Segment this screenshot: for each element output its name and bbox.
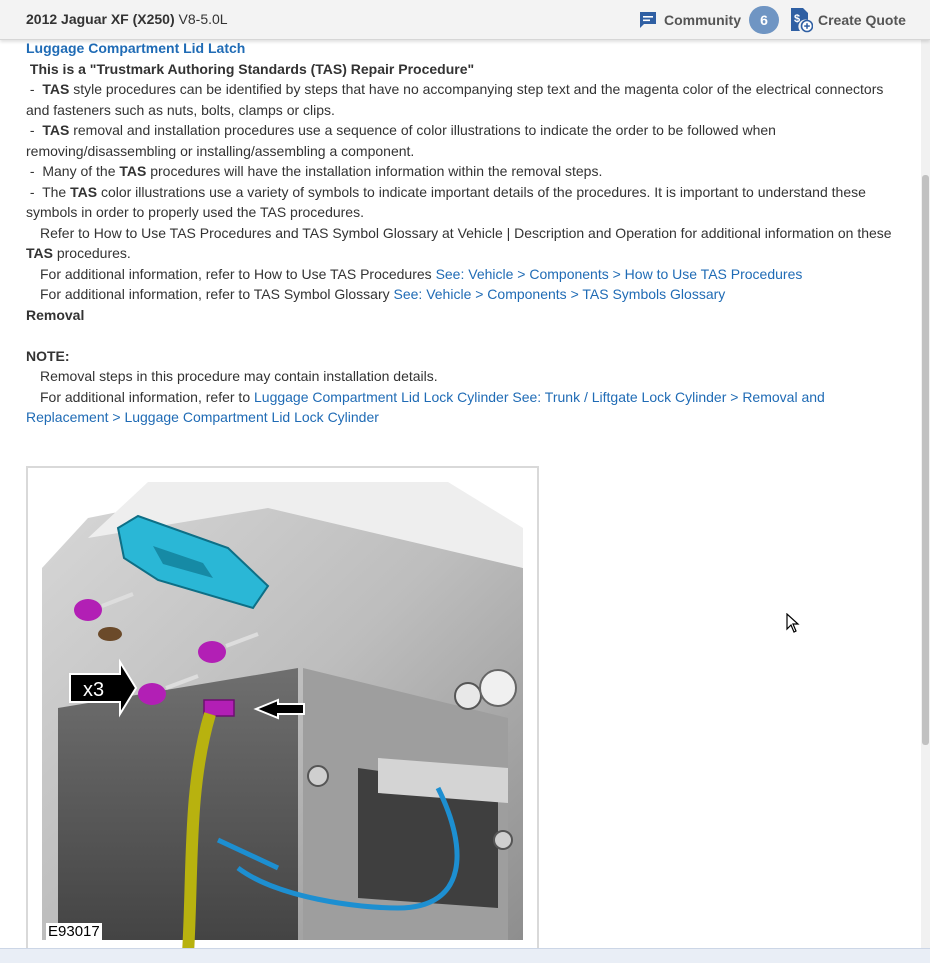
bullet-1 bbox=[26, 79, 906, 120]
bullet-4 bbox=[26, 182, 906, 223]
bullet-2 bbox=[26, 120, 906, 161]
grommet bbox=[455, 683, 481, 709]
community-count-badge: 6 bbox=[749, 6, 779, 34]
bottom-strip bbox=[0, 948, 930, 963]
washer bbox=[98, 627, 122, 641]
bullet-1-bold: TAS bbox=[42, 81, 70, 97]
bullet-2-prefix: - bbox=[26, 122, 43, 138]
info-line-1 bbox=[26, 264, 906, 285]
removal-illustration bbox=[26, 466, 539, 956]
vehicle-title bbox=[26, 11, 228, 27]
vehicle-engine: V8-5.0L bbox=[178, 11, 228, 27]
mouse-cursor-icon bbox=[786, 613, 800, 633]
bullet-3-text: procedures will have the installation information within the removal steps. bbox=[146, 163, 603, 179]
scrollbar-thumb[interactable] bbox=[922, 175, 929, 745]
note-line: Removal steps in this procedure may contain installation details. bbox=[40, 368, 438, 384]
refer-end: procedures. bbox=[52, 245, 131, 261]
latch-diagram bbox=[28, 468, 537, 954]
info-3-text: For additional information, refer to bbox=[40, 388, 254, 405]
scrollbar[interactable] bbox=[921, 40, 930, 963]
callout-x3: x3 bbox=[83, 679, 105, 701]
info-line-3 bbox=[26, 387, 906, 428]
bullet-3-prefix: - Many of the bbox=[26, 163, 120, 179]
how-to-use-tas-link[interactable]: See: Vehicle > Components > How to Use TAS Procedures bbox=[435, 265, 803, 282]
community-button[interactable] bbox=[638, 7, 779, 33]
vehicle-name: 2012 Jaguar XF (X250) bbox=[26, 11, 175, 27]
create-quote-label: Create Quote bbox=[818, 12, 906, 28]
note-heading: NOTE: bbox=[26, 347, 70, 364]
tas-symbols-glossary-link[interactable]: See: Vehicle > Components > TAS Symbols Glossary bbox=[393, 286, 726, 302]
top-bar bbox=[0, 0, 930, 40]
bullet-4-bold: TAS bbox=[70, 183, 98, 200]
bullet-4-text: color illustrations use a variety of symbols to indicate important details of the procedures. It is important to understand these symbols in order to properly used the TAS procedures. bbox=[26, 183, 870, 220]
quote-dollar-icon bbox=[789, 7, 813, 33]
bullet-2-text: removal and installation procedures use a sequence of color illustrations to indicate the order to be followed when removing/disassembling or installing/assembling a component. bbox=[26, 122, 780, 159]
community-label: Community bbox=[664, 12, 741, 28]
refer-paragraph bbox=[26, 223, 906, 264]
info-1-text: For additional information, refer to How to Use TAS Procedures bbox=[40, 265, 436, 282]
article-content bbox=[26, 38, 906, 428]
bullet-4-prefix: - The bbox=[26, 183, 71, 200]
info-2-text: For additional information, refer to TAS Symbol Glossary bbox=[40, 286, 394, 302]
article-title[interactable]: Luggage Compartment Lid Latch bbox=[26, 40, 246, 56]
bullet-3 bbox=[26, 161, 906, 182]
figure-code: E93017 bbox=[48, 923, 100, 940]
create-quote-button[interactable] bbox=[789, 7, 906, 33]
panel-bolt bbox=[494, 831, 512, 849]
panel-bolt bbox=[308, 766, 328, 786]
procedure-intro: This is a "Trustmark Authoring Standards (TAS) Repair Procedure" bbox=[26, 60, 475, 77]
chat-icon bbox=[638, 10, 658, 30]
bullet-1-text: style procedures can be identified by steps that have no accompanying step text and the magenta color of the electrical connectors and fasteners such as nuts, bolts, clamps or clips. bbox=[26, 81, 888, 118]
refer-bold: TAS bbox=[26, 245, 53, 261]
grommet bbox=[480, 670, 516, 706]
bullet-3-bold: TAS bbox=[119, 163, 147, 179]
svg-text:$: $ bbox=[794, 13, 801, 25]
bullet-1-prefix: - bbox=[26, 81, 43, 97]
removal-heading: Removal bbox=[26, 306, 85, 323]
bullet-2-bold: TAS bbox=[42, 122, 70, 138]
spacer bbox=[26, 325, 906, 346]
lock-cylinder-link[interactable]: Luggage Compartment Lid Lock Cylinder See: Trunk / Liftgate Lock Cylinder > Removal and Replacement > Luggage Compartment Lid Lock Cylinder bbox=[26, 388, 829, 425]
refer-text: Refer to How to Use TAS Procedures and TAS Symbol Glossary at Vehicle | Description and Operation for additional information on these bbox=[40, 224, 896, 241]
info-line-2 bbox=[26, 284, 906, 305]
